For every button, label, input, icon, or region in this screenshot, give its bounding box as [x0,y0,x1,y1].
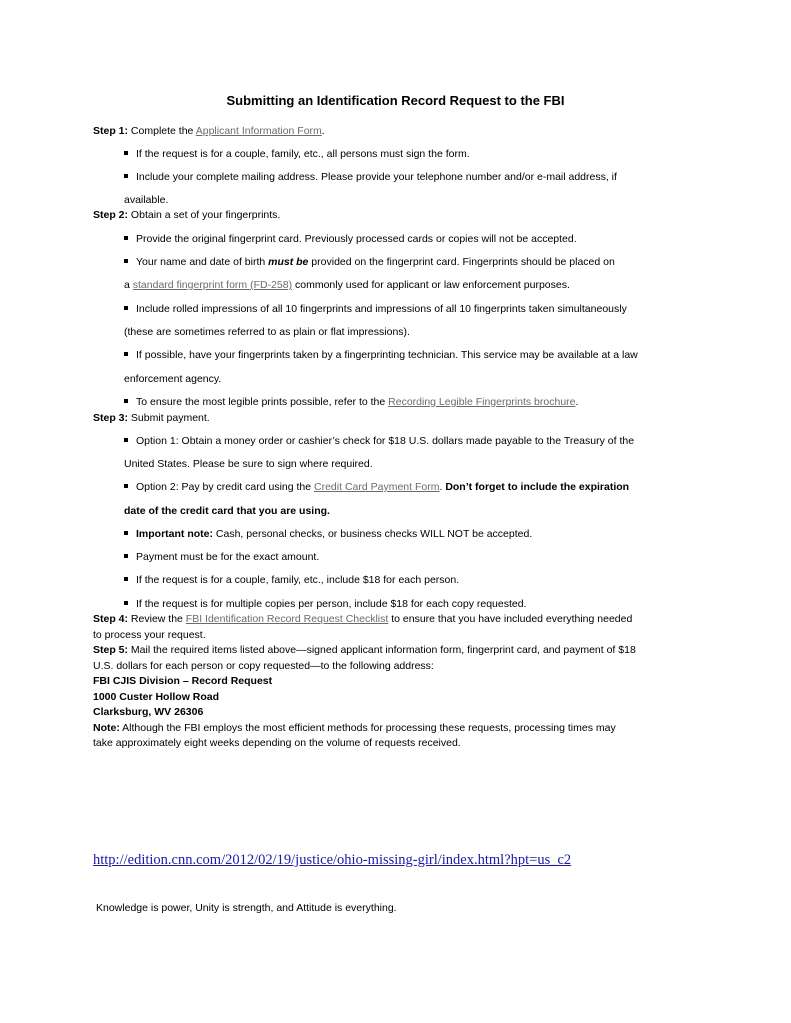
step3-b2-mid: . [439,481,446,493]
step3-bullet-3 [124,528,532,541]
important-note-label: Important note: [136,528,213,540]
note-line-2: take approximately eight weeks depending on the volume of requests received. [93,737,461,749]
step3-text: Submit payment. [128,412,210,424]
checklist-link[interactable]: FBI Identification Record Request Checklist [185,613,389,625]
step3-b2-bold: Don’t forget to include the expiration [445,481,630,493]
step3-line [93,412,210,425]
step2-b2b-post: commonly used for applicant or law enforcement purposes. [292,279,570,291]
note-label: Note: [93,722,120,734]
address-line-1-text: FBI CJIS Division – Record Request [93,675,273,687]
step3-bullet-4: Payment must be for the exact amount. [124,551,319,564]
legible-fingerprints-link[interactable]: Recording Legible Fingerprints brochure [388,396,576,408]
step3-b2b-bold: date of the credit card that you are using. [124,505,330,517]
address-line-3-text: Clarksburg, WV 26306 [93,706,204,718]
cnn-article-link[interactable]: http://edition.cnn.com/2012/02/19/justice/ohio-missing-girl/index.html?hpt=us_c2 [93,852,572,868]
step3-bullet-5: If the request is for a couple, family, etc., include $18 for each person. [124,574,459,587]
step2-label: Step 2: [93,209,129,221]
step5-line-2: U.S. dollars for each person or copy requested—to the following address: [93,660,434,672]
step3-bullet-1-cont: United States. Please be sure to sign where required. [124,458,373,470]
address-line-2-text: 1000 Custer Hollow Road [93,691,220,703]
step2-bullet-3-cont: (these are sometimes referred to as plain or flat impressions). [124,326,410,338]
step2-line [93,209,280,222]
step4-label: Step 4: [93,613,129,625]
page-title: Submitting an Identification Record Request to the FBI [226,93,565,108]
step1-tail: . [321,125,325,137]
step2-bullet-2 [124,256,615,269]
step2-b2-pre: Your name and date of birth [136,256,269,268]
step2-bullet-2-cont [124,279,570,292]
step2-bullet-3: Include rolled impressions of all 10 fingerprints and impressions of all 10 fingerprints taken simultaneously [124,303,627,316]
address-line-1 [93,675,272,688]
step5-text: Mail the required items listed above—signed applicant information form, fingerprint card, and payment of $18 [128,644,636,656]
step2-b2-emphasis: must be [268,256,309,268]
step2-bullet-5 [124,396,578,409]
step2-bullet-4: If possible, have your fingerprints taken by a fingerprinting technician. This service may be available at a law [124,349,638,362]
signature-quote: Knowledge is power, Unity is strength, and Attitude is everything. [96,901,397,914]
step5-label: Step 5: [93,644,129,656]
applicant-form-link[interactable]: Applicant Information Form [195,125,322,137]
step4-post: to ensure that you have included everything needed [388,613,633,625]
step1-text: Complete the [128,125,196,137]
step4-line [93,613,632,626]
step2-b5-post: . [575,396,579,408]
address-line-3 [93,706,203,719]
step4-line-2: to process your request. [93,629,206,641]
note-line [93,722,616,735]
step3-bullet-1: Option 1: Obtain a money order or cashier’s check for $18 U.S. dollars made payable to the Treasury of the [124,435,634,448]
step2-b5-pre: To ensure the most legible prints possible, refer to the [136,396,389,408]
fd258-form-link[interactable]: standard fingerprint form (FD-258) [132,279,293,291]
step1-bullet-2-cont: available. [124,194,169,206]
step1-bullet-1: If the request is for a couple, family, etc., all persons must sign the form. [124,148,470,161]
step2-text: Obtain a set of your fingerprints. [128,209,281,221]
step3-b2-pre: Option 2: Pay by credit card using the [136,481,315,493]
important-note-text: Cash, personal checks, or business checks WILL NOT be accepted. [213,528,533,540]
step3-bullet-6: If the request is for multiple copies per person, include $18 for each copy requested. [124,598,526,611]
step3-label: Step 3: [93,412,129,424]
step3-bullet-2 [124,481,629,494]
step4-pre: Review the [128,613,186,625]
step2-b2b-pre: a [124,279,133,291]
step1-label: Step 1: [93,125,129,137]
credit-card-form-link[interactable]: Credit Card Payment Form [314,481,440,493]
step3-bullet-2-cont [124,505,330,518]
note-text: Although the FBI employs the most efficient methods for processing these requests, processing times may [119,722,616,734]
step2-bullet-1: Provide the original fingerprint card. Previously processed cards or copies will not be accepted. [124,233,577,246]
address-line-2 [93,691,219,704]
step5-line [93,644,636,657]
step1-line [93,125,325,138]
step1-bullet-2: Include your complete mailing address. Please provide your telephone number and/or e-mail address, if [124,171,617,184]
step2-b2-post: provided on the fingerprint card. Fingerprints should be placed on [308,256,615,268]
step2-bullet-4-cont: enforcement agency. [124,373,222,385]
